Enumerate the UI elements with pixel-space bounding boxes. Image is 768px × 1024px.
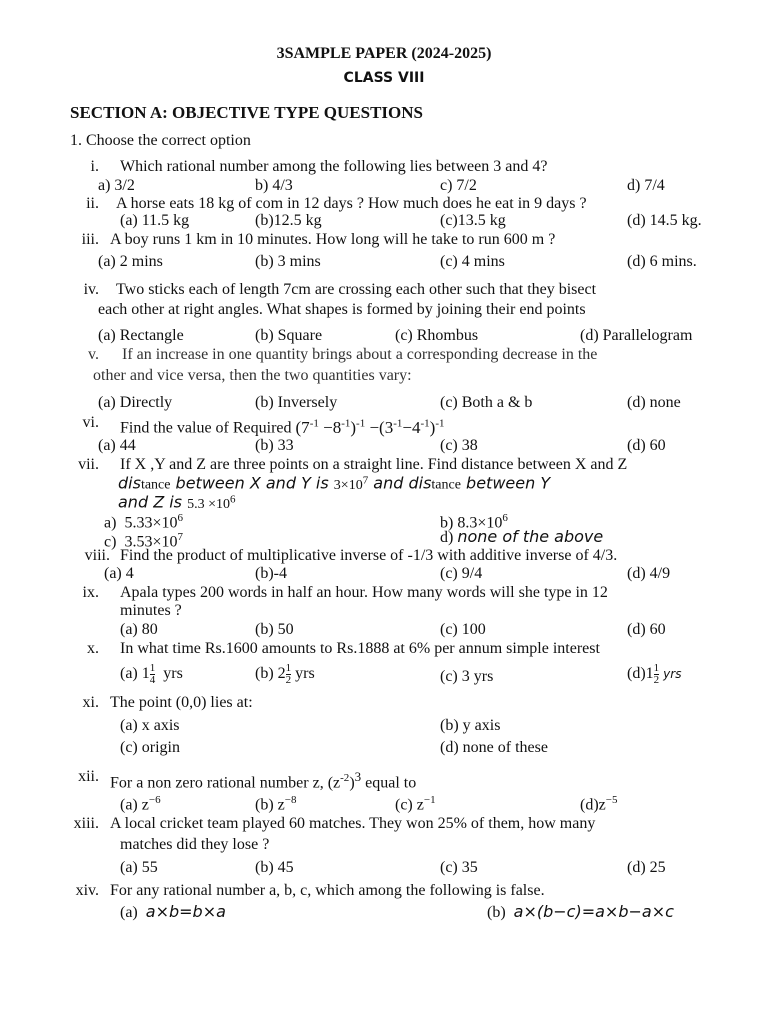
question-text-cont: distance between X and Y is $3\times 10^7$ and distance between Y: [118, 473, 551, 493]
instruction: 1. Choose the correct option: [70, 132, 251, 149]
option-d: (d) 6 mins.: [627, 253, 697, 270]
question-number: ix.: [82, 584, 99, 601]
question-number: iv.: [83, 281, 99, 298]
class-title: CLASS VIII: [343, 70, 425, 86]
question-number: viii.: [84, 547, 110, 564]
question-number: vii.: [78, 456, 99, 473]
option-b: (b) $z^{-8}$: [255, 794, 297, 814]
question-number: x.: [87, 640, 99, 657]
option-a: (a) 44: [98, 437, 136, 454]
question-text: In what time Rs.1600 amounts to Rs.1888 at 6% per annum simple interest: [120, 640, 600, 657]
option-b: (b) 45: [255, 859, 294, 876]
option-b: (b) y axis: [440, 717, 501, 734]
option-b: (b) Square: [255, 327, 323, 344]
option-d: (d) 60: [627, 437, 666, 454]
option-d: (d) 4/9: [627, 565, 671, 582]
option-a: a) $5.33\times 10^6$: [104, 512, 183, 532]
option-b: (b) 33: [255, 437, 294, 454]
option-b: (b) a×(b−c)=a×b−a×c: [487, 902, 674, 921]
option-d: d) none of the above: [440, 527, 604, 546]
question-number: xi.: [82, 694, 99, 711]
option-c: (c) Both a & b: [440, 394, 533, 411]
option-d: (d) Parallelogram: [580, 327, 693, 344]
option-a: (a) Directly: [98, 394, 173, 411]
option-d: (d)1 $\frac{1}{2}$ yrs: [627, 662, 682, 686]
option-b: (b) 50: [255, 621, 294, 638]
paper-title: 3SAMPLE PAPER (2024-2025): [276, 45, 492, 62]
option-a: (a) 80: [120, 621, 158, 638]
option-d: (d) 25: [627, 859, 666, 876]
option-c: (c) 38: [440, 437, 478, 454]
section-title: SECTION A: OBJECTIVE TYPE QUESTIONS: [70, 103, 424, 122]
question-number: iii.: [81, 231, 99, 248]
question-text: Find the product of multiplicative inverse of -1/3 with additive inverse of 4/3.: [120, 547, 618, 564]
question-text: If X ,Y and Z are three points on a straight line. Find distance between X and Z: [120, 456, 628, 473]
option-c: (c) 4 mins: [440, 253, 505, 270]
option-b: (b) Inversely: [255, 394, 338, 411]
option-b: (b)12.5 kg: [255, 212, 322, 229]
question-text: A boy runs 1 km in 10 minutes. How long will he take to run 600 m ?: [110, 231, 556, 248]
question-text: If an increase in one quantity brings about a corresponding decrease in the: [122, 346, 598, 363]
option-c: (c) Rhombus: [395, 327, 479, 344]
option-c: (c) 3 yrs: [440, 668, 494, 685]
option-c: (c) 35: [440, 859, 478, 876]
option-a: a) 3/2: [98, 177, 135, 194]
option-b: (b)-4: [255, 565, 287, 582]
question-text-cont: other and vice versa, then the two quantities vary:: [93, 367, 412, 384]
question-text: Two sticks each of length 7cm are crossing each other such that they bisect: [116, 281, 597, 298]
question-text: For a non zero rational number z, $(z^{-2})^3$ equal to: [110, 769, 417, 792]
question-text-cont: each other at right angles. What shapes is formed by joining their end points: [98, 301, 586, 318]
option-d: $(d)z^{-5}$: [580, 794, 618, 814]
question-text: Find the value of Required $(7^{-1} -8^{-1})^{-1} -(3^{-1}-4^{-1})^{-1}$: [120, 417, 445, 437]
question-number: xiv.: [75, 882, 99, 899]
question-number: xiii.: [73, 815, 99, 832]
math-expression: $(7^{-1} -8^{-1})^{-1} -(3^{-1}-4^{-1})^{-1}$: [295, 417, 445, 437]
option-c: (c) origin: [120, 739, 180, 756]
option-a: (a) 1 $\frac{1}{4}$ yrs: [120, 662, 183, 686]
option-d: (d) 60: [627, 621, 666, 638]
question-number: vi.: [82, 414, 99, 431]
option-d: (d) none: [627, 394, 681, 411]
option-a: (a) 4: [104, 565, 134, 582]
option-a: (a) 2 mins: [98, 253, 163, 270]
question-text: Apala types 200 words in half an hour. How many words will she type in 12: [120, 584, 608, 601]
option-d: d) 7/4: [627, 177, 665, 194]
question-text: Which rational number among the following lies between 3 and 4?: [120, 158, 548, 175]
option-a: (a) x axis: [120, 717, 180, 734]
option-d: (d) none of these: [440, 739, 548, 756]
option-a: (a) $z^{-6}$: [120, 794, 161, 814]
question-text-cont: and Z is $5.3 \times 10^6$: [118, 492, 236, 512]
option-c: (c) $z^{-1}$: [395, 794, 436, 814]
option-d: (d) 14.5 kg.: [627, 212, 702, 229]
question-text: A horse eats 18 kg of com in 12 days ? How much does he eat in 9 days ?: [116, 195, 587, 212]
question-number: ii.: [86, 195, 99, 212]
option-c: c) 7/2: [440, 177, 477, 194]
question-text-cont: matches did they lose ?: [120, 836, 270, 853]
option-c: (c) 100: [440, 621, 486, 638]
option-b: b) $8.3\times 10^6$: [440, 512, 508, 532]
option-a: (a) 55: [120, 859, 158, 876]
option-a: (a) a×b=b×a: [120, 902, 226, 921]
option-c: (c) 9/4: [440, 565, 483, 582]
question-number: i.: [90, 158, 99, 175]
option-b: b) 4/3: [255, 177, 293, 194]
question-text: The point (0,0) lies at:: [110, 694, 253, 711]
option-a: (a) Rectangle: [98, 327, 184, 344]
question-number: xii.: [78, 768, 99, 785]
option-a: (a) 11.5 kg: [120, 212, 190, 229]
question-text-cont: minutes ?: [120, 602, 182, 619]
option-c: (c)13.5 kg: [440, 212, 506, 229]
option-c: c) $3.53\times 10^7$: [104, 531, 183, 551]
question-text: For any rational number a, b, c, which among the following is false.: [110, 882, 545, 899]
option-b: (b) 2 $\frac{1}{2}$ yrs: [255, 662, 315, 686]
option-b: (b) 3 mins: [255, 253, 321, 270]
question-text: A local cricket team played 60 matches. They won 25% of them, how many: [110, 815, 596, 832]
question-number: v.: [88, 346, 99, 363]
